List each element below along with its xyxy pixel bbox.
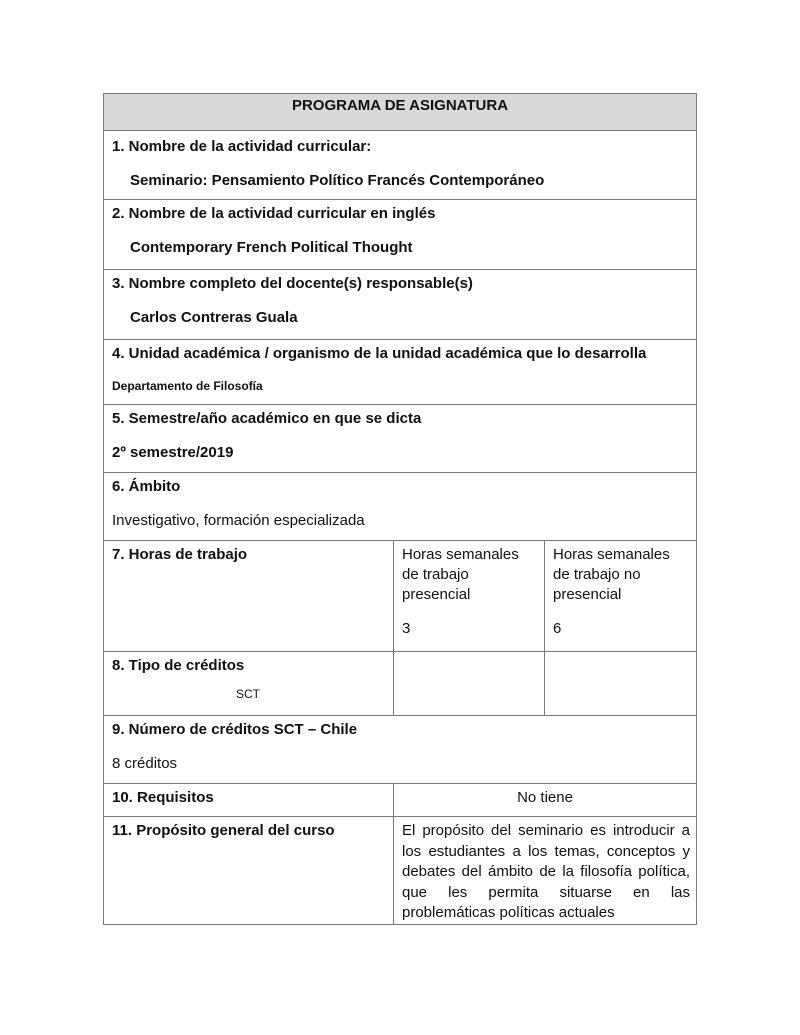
presencial-hours-label: Horas semanales de trabajo presencial — [402, 546, 519, 603]
presencial-hours-value: 3 — [402, 620, 411, 637]
activity-name-english-label: 2. Nombre de la actividad curricular en inglés — [112, 205, 436, 222]
semester-label: 5. Semestre/año académico en que se dicta — [112, 410, 422, 427]
row-scope — [104, 473, 697, 541]
credit-type-label: 8. Tipo de créditos — [112, 657, 245, 674]
requirements-label: 10. Requisitos — [112, 789, 214, 806]
row-academic-unit — [104, 340, 697, 405]
row-activity-name — [104, 131, 697, 200]
work-hours-label: 7. Horas de trabajo — [112, 546, 248, 563]
activity-name-english-value: Contemporary French Political Thought — [130, 239, 413, 256]
activity-name-label: 1. Nombre de la actividad curricular: — [112, 138, 372, 155]
requirements-value: No tiene — [394, 784, 697, 817]
instructor-label: 3. Nombre completo del docente(s) responsable(s) — [112, 275, 473, 292]
course-purpose-label: 11. Propósito general del curso — [112, 822, 335, 839]
semester-value: 2º semestre/2019 — [112, 444, 234, 461]
course-program-table — [103, 93, 697, 925]
row-instructor — [104, 270, 697, 340]
credit-type-value: SCT — [236, 687, 260, 701]
scope-value: Investigativo, formación especializada — [112, 512, 365, 529]
page-title: PROGRAMA DE ASIGNATURA — [104, 94, 697, 131]
non-presencial-hours-label: Horas semanales de trabajo no presencial — [553, 546, 670, 603]
sct-credits-label: 9. Número de créditos SCT – Chile — [112, 721, 358, 738]
row-activity-name-english — [104, 200, 697, 270]
row-work-hours — [104, 541, 697, 652]
academic-unit-label: 4. Unidad académica / organismo de la unidad académica que lo desarrolla — [112, 345, 647, 362]
empty-cell — [545, 652, 697, 716]
non-presencial-hours-value: 6 — [553, 620, 562, 637]
course-purpose-value: El propósito del seminario es introducir a los estudiantes a los temas, conceptos y debates del ámbito de la filosofía política, que les permita situarse en las problemáticas políticas actuales — [394, 817, 697, 925]
header-row — [104, 94, 697, 131]
row-course-purpose — [104, 817, 697, 925]
row-sct-credits — [104, 716, 697, 784]
row-requirements — [104, 784, 697, 817]
empty-cell — [394, 652, 545, 716]
row-credit-type — [104, 652, 697, 716]
instructor-value: Carlos Contreras Guala — [130, 309, 298, 326]
academic-unit-value: Departamento de Filosofía — [112, 379, 263, 393]
row-semester — [104, 405, 697, 473]
activity-name-value: Seminario: Pensamiento Político Francés Contemporáneo — [130, 172, 545, 189]
scope-label: 6. Ámbito — [112, 478, 181, 495]
sct-credits-value: 8 créditos — [112, 755, 178, 772]
